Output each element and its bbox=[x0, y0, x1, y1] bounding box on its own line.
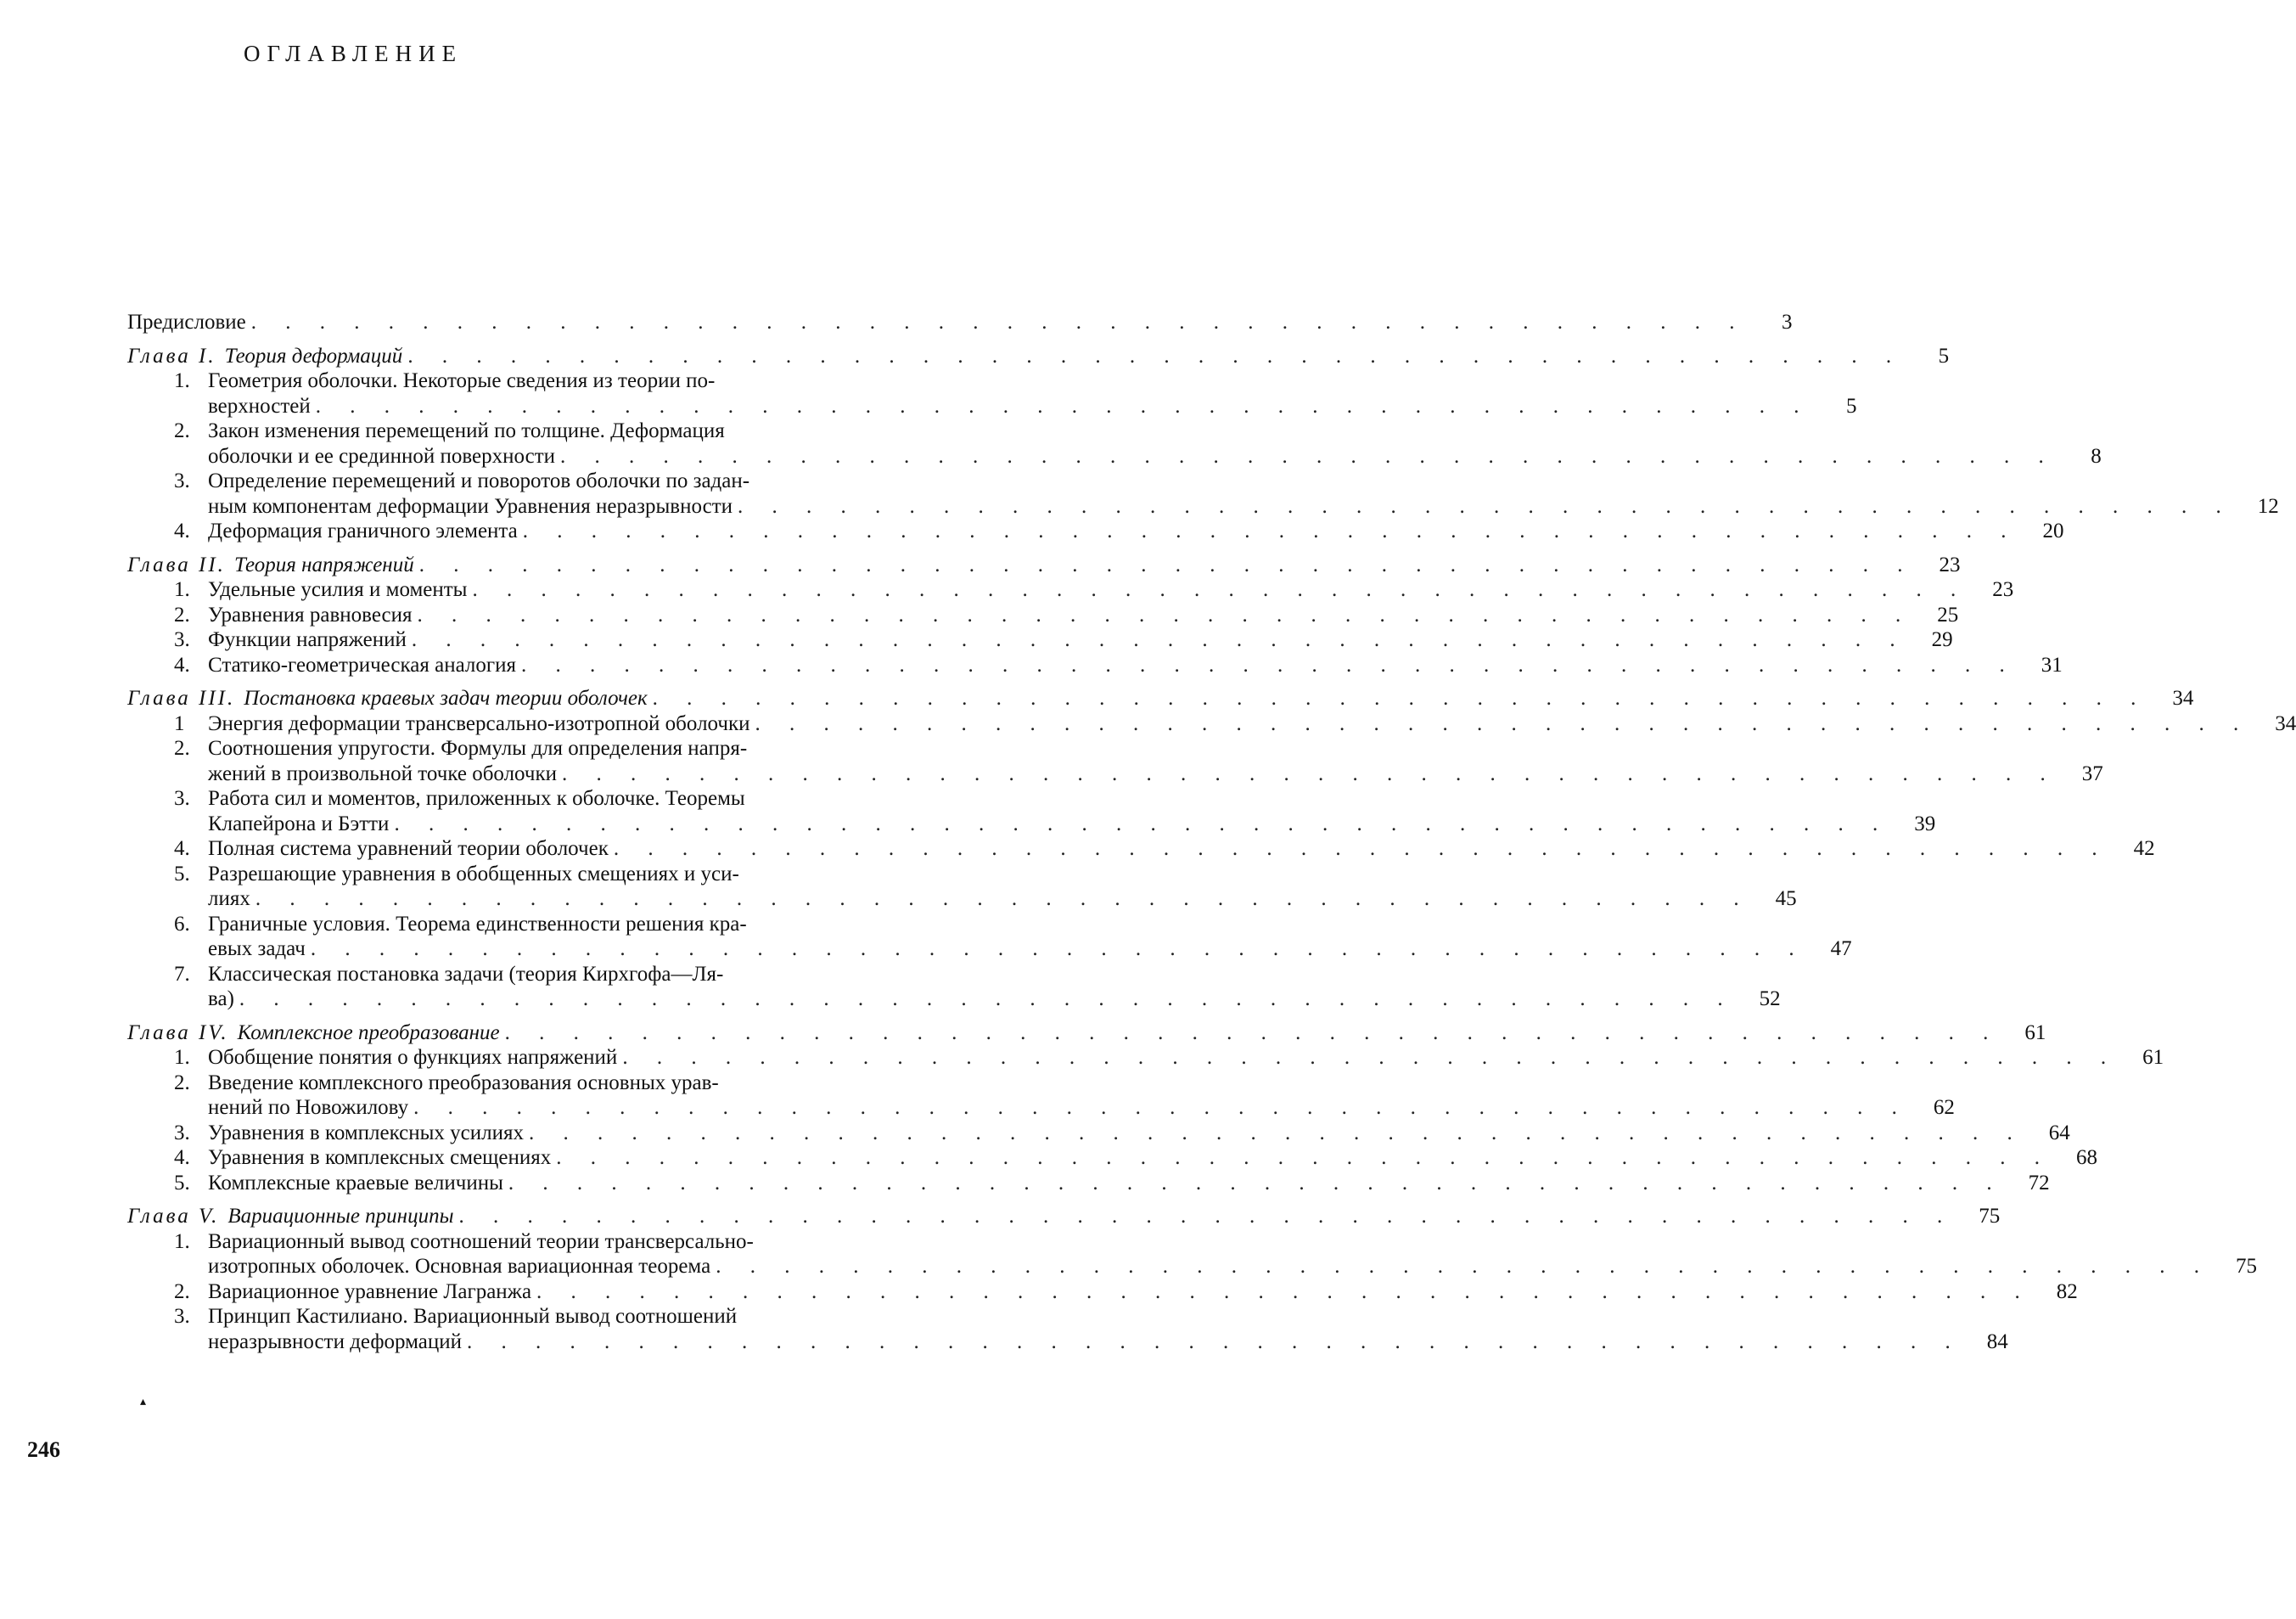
toc-chapter bbox=[127, 553, 1961, 578]
section-title: Геометрия оболочки. Некоторые сведения из теории по- bbox=[208, 369, 716, 392]
page-ref: 84 bbox=[1986, 1329, 2008, 1353]
section-title: Работа сил и моментов, приложенных к оболочке. Теоремы bbox=[208, 787, 745, 810]
leader-dots: . . . . . . . . . . . . . . . . . . . . . . . . . . . . . . . . . . . . . . . . . . . . bbox=[239, 987, 1735, 1010]
section-number: 1. bbox=[174, 1046, 190, 1069]
page-ref: 42 bbox=[2133, 837, 2155, 860]
toc-line bbox=[127, 762, 2103, 787]
section-number: 2. bbox=[174, 737, 190, 760]
toc-line bbox=[127, 627, 1953, 653]
toc-entry bbox=[127, 962, 1781, 1012]
page-ref: 45 bbox=[1775, 887, 1797, 910]
section-title: нений по Новожилову bbox=[208, 1096, 409, 1119]
toc-entry bbox=[127, 419, 2102, 469]
page-ref: 34 bbox=[2275, 711, 2296, 735]
section-title: изотропных оболочек. Основная вариационная теорема bbox=[208, 1255, 711, 1278]
toc-line bbox=[127, 786, 929, 812]
page-title: ОГЛАВЛЕНИЕ bbox=[244, 41, 463, 66]
section-title: Закон изменения перемещений по толщине. Деформация bbox=[208, 419, 725, 442]
section-number: 2. bbox=[174, 1279, 190, 1303]
section-title: Принцип Кастилиано. Вариационный вывод соотношений bbox=[208, 1305, 738, 1328]
section-title: Обобщение понятия о функциях напряжений bbox=[208, 1046, 618, 1069]
page-ref: 75 bbox=[1979, 1205, 2001, 1228]
chapter-label: Глава I. bbox=[127, 344, 216, 368]
chapter-title: Теория напряжений bbox=[233, 553, 414, 576]
leader-dots: . . . . . . . . . . . . . . . . . . . . . . . . . . . . . . . . . . . . . . . . . . . . bbox=[407, 344, 1904, 368]
toc-line bbox=[127, 736, 929, 762]
toc-line bbox=[127, 962, 929, 987]
leader-dots: . . . . . . . . . . . . . . . . . . . . . . . . . . . . . . . . . . . . . . . . . . . . bbox=[755, 711, 2251, 735]
toc-line bbox=[127, 862, 929, 887]
toc-chapter bbox=[127, 1204, 2001, 1229]
toc-entry bbox=[127, 1229, 2257, 1279]
section-number: 1. bbox=[174, 1229, 190, 1253]
leader-dots: . . . . . . . . . . . . . . . . . . . . . . . . . . . . . . . . . . . . . . . . . . . . bbox=[472, 578, 1968, 601]
page-ref: 25 bbox=[1937, 603, 1959, 627]
section-number: 4. bbox=[174, 837, 190, 860]
toc-line bbox=[127, 444, 2102, 469]
chapter-label: Глава II. bbox=[127, 553, 226, 576]
leader-dots: . . . . . . . . . . . . . . . . . . . . . . . . . . . . . . . . . . . . . . . . . . . . bbox=[315, 394, 1811, 418]
page-ref: 31 bbox=[2041, 653, 2063, 677]
toc-line bbox=[127, 419, 929, 444]
leader-dots: . . . . . . . . . . . . . . . . . . . . . . . . . . . . . . . . . . . . . . . . . . . . bbox=[560, 444, 2056, 468]
preface-title: Предисловие bbox=[127, 311, 246, 334]
page-ref: 61 bbox=[2024, 1020, 2046, 1044]
section-title: евых задач bbox=[208, 937, 306, 960]
section-number: 2. bbox=[174, 603, 190, 627]
toc-line bbox=[127, 1020, 2046, 1046]
toc-entry bbox=[127, 1279, 2078, 1305]
section-title: ва) bbox=[208, 987, 234, 1010]
page-number: 246 bbox=[27, 1437, 60, 1462]
section-title: Введение комплексного преобразования основных урав- bbox=[208, 1071, 719, 1094]
section-title: ным компонентам деформации Уравнения неразрывности bbox=[208, 494, 733, 518]
section-title: Комплексные краевые величины bbox=[208, 1171, 503, 1195]
section-number: 5. bbox=[174, 1171, 190, 1195]
page-ref: 72 bbox=[2028, 1171, 2050, 1195]
page-ref: 34 bbox=[2172, 687, 2194, 710]
toc-entry bbox=[127, 627, 1953, 653]
toc-line bbox=[127, 987, 1781, 1012]
toc-line bbox=[127, 553, 1961, 578]
section-number: 1. bbox=[174, 578, 190, 601]
section-title: верхностей bbox=[208, 394, 311, 418]
toc-entry bbox=[127, 711, 2296, 737]
leader-dots: . . . . . . . . . . . . . . . . . . . . . . . . . . . . . . . . . . . . . . . . . . . . bbox=[529, 1121, 2024, 1144]
toc-line bbox=[127, 912, 929, 937]
leader-dots: . . . . . . . . . . . . . . . . . . . . . . . . . . . . . . . . . . . . . . . . . . . . bbox=[716, 1255, 2211, 1278]
toc-chapter bbox=[127, 686, 2194, 711]
page-ref: 5 bbox=[1846, 394, 1857, 418]
toc-entry bbox=[127, 836, 2155, 862]
section-title: Уравнения в комплексных смещениях bbox=[208, 1146, 552, 1169]
toc-line bbox=[127, 686, 2194, 711]
section-number: 7. bbox=[174, 962, 190, 986]
toc-line bbox=[127, 1279, 2078, 1305]
chapter-title: Вариационные принципы bbox=[227, 1205, 454, 1228]
section-number: 3. bbox=[174, 1305, 190, 1328]
leader-dots: . . . . . . . . . . . . . . . . . . . . . . . . . . . . . . . . . . . . . . . . . . . . bbox=[504, 1020, 2001, 1044]
section-number: 1. bbox=[174, 369, 190, 392]
section-title: Разрешающие уравнения в обобщенных смещениях и уси- bbox=[208, 862, 739, 885]
toc-line bbox=[127, 1095, 1955, 1121]
chapter-label: Глава V. bbox=[127, 1205, 220, 1228]
section-title: жений в произвольной точке оболочки bbox=[208, 762, 558, 785]
page-ref: 64 bbox=[2048, 1121, 2070, 1144]
section-title: Граничные условия. Теорема единственности решения кра- bbox=[208, 912, 747, 936]
toc-line bbox=[127, 368, 929, 394]
leader-dots: . . . . . . . . . . . . . . . . . . . . . . . . . . . . . . . . . . . . . . . . . . . . bbox=[394, 812, 1890, 835]
toc-line bbox=[127, 886, 1797, 912]
page-ref: 37 bbox=[2081, 762, 2103, 785]
leader-dots: . . . . . . . . . . . . . . . . . . . . . . . . . . . . . . . . . . . . . . . . . . . . bbox=[467, 1329, 1962, 1353]
toc-line bbox=[127, 836, 2155, 862]
section-title: неразрывности деформаций bbox=[208, 1329, 463, 1353]
leader-dots: . . . . . . . . . . . . . . . . . . . . . . . . . . . . . . . . . . . . . . . . . . . . bbox=[652, 687, 2148, 710]
section-title: лиях bbox=[208, 887, 250, 910]
section-title: Энергия деформации трансверсально-изотропной оболочки bbox=[208, 711, 750, 735]
chapter-label: Глава III. bbox=[127, 687, 236, 710]
leader-dots: . . . . . . . . . . . . . . . . . . . . . . . . . . . . . . . . . . . . . . . . . . . . bbox=[508, 1171, 2004, 1195]
toc-line bbox=[127, 1171, 2050, 1196]
section-title: Удельные усилия и моменты bbox=[208, 578, 468, 601]
leader-dots: . . . . . . . . . . . . . . . . . . . . . . . . . . . . . . . . . . . . . . . . . . . . bbox=[522, 520, 2018, 542]
toc-line bbox=[127, 494, 2279, 520]
leader-dots: . . . . . . . . . . . . . . . . . . . . . . . . . . . . . . . . . . . . . . . . . . . . bbox=[418, 553, 1915, 576]
page-ref: 20 bbox=[2042, 520, 2064, 542]
page-ref: 52 bbox=[1759, 987, 1781, 1010]
page-ref: 23 bbox=[1939, 553, 1961, 576]
toc-entry bbox=[127, 736, 2103, 786]
section-number: 4. bbox=[174, 653, 190, 677]
section-number: 3. bbox=[174, 469, 190, 492]
page-ref: 82 bbox=[2056, 1279, 2078, 1303]
section-title: Вариационный вывод соотношений теории трансверсально- bbox=[208, 1229, 754, 1253]
section-title: Деформация граничного элемента bbox=[208, 520, 518, 542]
leader-dots: . . . . . . . . . . . . . . . . . . . . . . . . . . . . . . . . . . . . . . . . . . . . bbox=[556, 1146, 2052, 1169]
toc-line bbox=[127, 1145, 2098, 1171]
leader-dots: . . . . . . . . . . . . . . . . . . . . . . . . . . . . . . . . . . . . . . . . . . . . bbox=[562, 762, 2057, 785]
section-title: Полная система уравнений теории оболочек bbox=[208, 837, 609, 860]
leader-dots: . . . . . . . . . . . . . . . . . . . . . . . . . . . . . . . . . . . . . . . . . . . . bbox=[411, 628, 1907, 651]
leader-dots: . . . . . . . . . . . . . . . . . . . . . . . . . . . . . . . . . . . . . . . . . . . . bbox=[458, 1205, 1955, 1228]
table-of-contents bbox=[127, 310, 2296, 1354]
section-number: 6. bbox=[174, 912, 190, 936]
toc-entry bbox=[127, 653, 2063, 678]
leader-dots: . . . . . . . . . . . . . . . . . . . . . . . . . . . . . . . . . . . . . . . . . . . . bbox=[417, 603, 1913, 627]
toc-line bbox=[127, 1254, 2257, 1279]
toc-line bbox=[127, 519, 2064, 544]
section-title: Соотношения упругости. Формулы для определения напря- bbox=[208, 737, 748, 760]
toc-entry bbox=[127, 1145, 2098, 1171]
toc-entry bbox=[127, 577, 2014, 603]
leader-dots: . . . . . . . . . . . . . . . . . . . . . . . . . . . . . . . . . . . . . . . . . . . . bbox=[613, 837, 2109, 860]
section-number: 4. bbox=[174, 520, 190, 542]
page-ref: 8 bbox=[2091, 444, 2102, 468]
page-ref: 12 bbox=[2257, 494, 2279, 518]
page-ref: 23 bbox=[1992, 578, 2014, 601]
toc-entry bbox=[127, 912, 1852, 962]
leader-dots: . . . . . . . . . . . . . . . . . . . . . . . . . . . . . . . . . . . . . . . . . . . . bbox=[521, 653, 2017, 677]
toc-line bbox=[127, 577, 2014, 603]
page-ref: 61 bbox=[2142, 1046, 2164, 1069]
toc-line bbox=[127, 1229, 929, 1255]
toc-entry bbox=[127, 1071, 1955, 1121]
toc-line bbox=[127, 344, 1950, 369]
leader-dots: . . . . . . . . . . . . . . . . . . . . . . . . . . . . . . . . . . . . . . . . . . . . bbox=[310, 937, 1806, 960]
section-title: Статико-геометрическая аналогия bbox=[208, 653, 517, 677]
toc-entry bbox=[127, 368, 1857, 419]
toc-line bbox=[127, 1121, 2070, 1146]
toc-entry bbox=[127, 469, 2279, 519]
leader-dots: . . . . . . . . . . . . . . . . . . . . . . . . . . . . . . . . . . . . . . . . . . . . bbox=[536, 1279, 2032, 1303]
section-title: Клапейрона и Бэтти bbox=[208, 812, 390, 835]
section-number: 4. bbox=[174, 1146, 190, 1169]
toc-entry bbox=[127, 603, 1959, 628]
leader-dots: . . . . . . . . . . . . . . . . . . . . . . . . . . . . . . . . . . . . . . . . . . . . bbox=[250, 311, 1747, 334]
page-ref: 29 bbox=[1931, 628, 1953, 651]
page-ref: 75 bbox=[2235, 1255, 2257, 1278]
chapter-title: Комплексное преобразование bbox=[237, 1020, 500, 1044]
chapter-label: Глава IV. bbox=[127, 1020, 229, 1044]
page-ref: 39 bbox=[1914, 812, 1936, 835]
toc-entry bbox=[127, 310, 1793, 335]
toc-entry bbox=[127, 1121, 2070, 1146]
toc-entry bbox=[127, 1171, 2050, 1196]
leader-dots: . . . . . . . . . . . . . . . . . . . . . . . . . . . . . . . . . . . . . . . . . . . . bbox=[738, 494, 2233, 518]
toc-line bbox=[127, 812, 1936, 837]
section-title: Вариационное уравнение Лагранжа bbox=[208, 1279, 532, 1303]
section-number: 3. bbox=[174, 1121, 190, 1144]
section-title: Уравнения в комплексных усилиях bbox=[208, 1121, 524, 1144]
page-ref: 5 bbox=[1938, 344, 1950, 368]
toc-line bbox=[127, 310, 1793, 335]
section-number: 2. bbox=[174, 419, 190, 442]
toc-chapter bbox=[127, 344, 1950, 369]
leader-dots: . . . . . . . . . . . . . . . . . . . . . . . . . . . . . . . . . . . . . . . . . . . . bbox=[413, 1096, 1909, 1119]
section-number: 1 bbox=[174, 711, 185, 735]
chapter-title: Постановка краевых задач теории оболочек bbox=[244, 687, 648, 710]
toc-line bbox=[127, 1329, 2008, 1355]
toc-entry bbox=[127, 519, 2064, 544]
page-ref: 47 bbox=[1830, 937, 1852, 960]
section-title: Уравнения равновесия bbox=[208, 603, 413, 627]
leader-dots: . . . . . . . . . . . . . . . . . . . . . . . . . . . . . . . . . . . . . . . . . . . . bbox=[622, 1046, 2119, 1069]
toc-line bbox=[127, 936, 1852, 962]
toc-line bbox=[127, 1071, 929, 1096]
page-ref: 3 bbox=[1782, 311, 1793, 334]
toc-chapter bbox=[127, 1020, 2046, 1046]
toc-entry bbox=[127, 786, 1936, 836]
chapter-title: Теория деформаций bbox=[224, 344, 403, 368]
leader-dots: . . . . . . . . . . . . . . . . . . . . . . . . . . . . . . . . . . . . . . . . . . . . bbox=[255, 887, 1751, 910]
section-title: Классическая постановка задачи (теория Кирхгофа—Ля- bbox=[208, 962, 724, 986]
page-ref: 62 bbox=[1933, 1096, 1955, 1119]
section-title: оболочки и ее срединной поверхности bbox=[208, 444, 556, 468]
section-number: 2. bbox=[174, 1071, 190, 1094]
section-title: Функции напряжений bbox=[208, 628, 407, 651]
toc-entry bbox=[127, 862, 1797, 912]
toc-entry bbox=[127, 1304, 2008, 1354]
section-number: 3. bbox=[174, 787, 190, 810]
toc-line bbox=[127, 711, 2296, 737]
section-title: Определение перемещений и поворотов оболочки по задан- bbox=[208, 469, 750, 492]
toc-line bbox=[127, 603, 1959, 628]
section-number: 3. bbox=[174, 628, 190, 651]
page-ref: 68 bbox=[2076, 1146, 2098, 1169]
toc-line bbox=[127, 1045, 2164, 1071]
toc-line bbox=[127, 1204, 2001, 1229]
stray-mark: ▴ bbox=[140, 1396, 147, 1408]
toc-line bbox=[127, 394, 1857, 419]
toc-line bbox=[127, 469, 929, 494]
toc-line bbox=[127, 653, 2063, 678]
toc-line bbox=[127, 1304, 929, 1329]
toc-entry bbox=[127, 1045, 2164, 1071]
section-number: 5. bbox=[174, 862, 190, 885]
